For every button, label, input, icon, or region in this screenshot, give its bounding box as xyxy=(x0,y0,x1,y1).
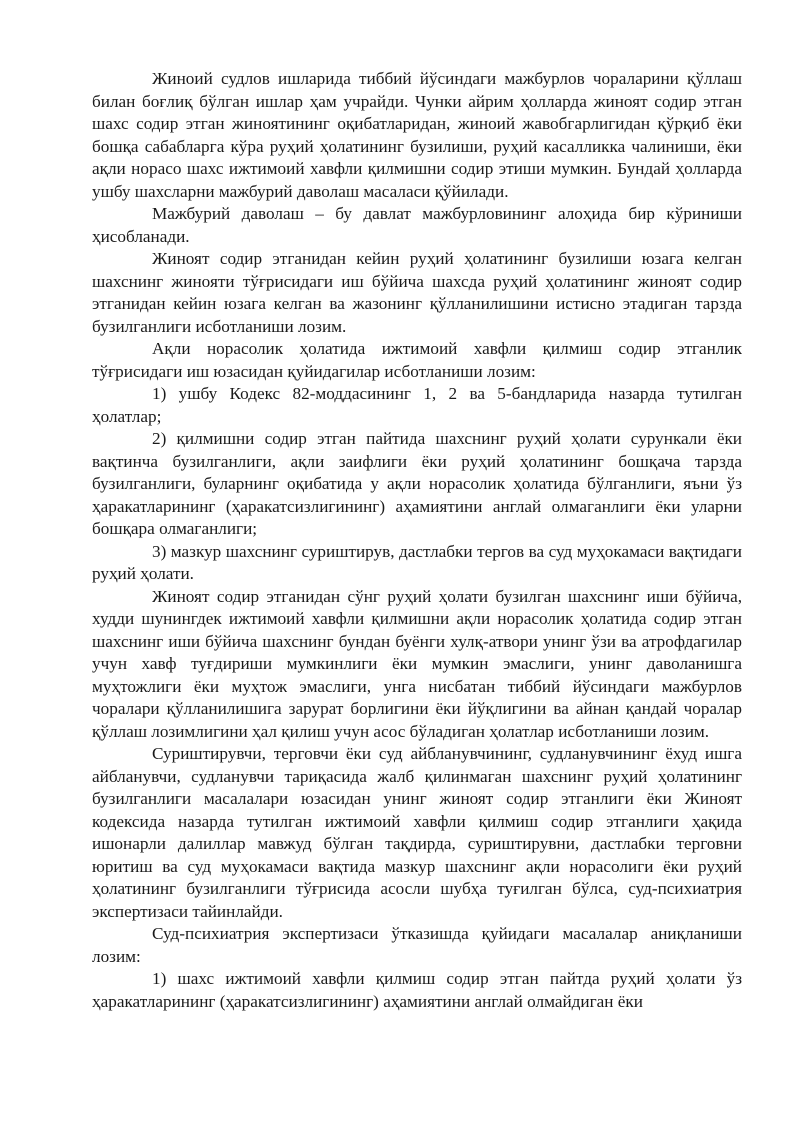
paragraph-circumstances: Жиноят содир этганидан сўнг руҳий ҳолати бузилган шахснинг иши бўйича, худди шунингдек ижтимоий хавфли қилмишни ақли норасолик ҳолатида содир этган шахснинг иши бўйича шахснинг бундан буёнги хулқ-атвори унинг ўзи ва атрофдагилар учун хавф туғдириши мумкинлиги ёки мумкин эмаслиги, унинг даволанишга муҳтожлиги ёки муҳтож эмаслиги, унга нисбатан тиббий йўсиндаги мажбурлов чоралари қўлланилишига зарурат борлигини ёки йўқлигини ва айнан қандай чоралар қўллаш лозимлигини ҳал қилиш учун асос бўладиган ҳолатлар исботланиши лозим. xyxy=(92,586,742,741)
paragraph-expertise-appointment: Суриштирувчи, терговчи ёки суд айбланувчининг, судланувчининг ёхуд ишга айбланувчи, судланувчи тариқасида жалб қилинмаган шахснинг руҳий ҳолатининг бузилганлиги масалалари юзасидан унинг жиноят содир этганлиги ёки Жиноят кодексида назарда тутилган ижтимоий хавфли қилмиш содир этганлиги ҳақида ишонарли далиллар мавжуд бўлган тақдирда, суриштирувни, дастлабки терговни юритиш ва суд муҳокамаси вақтида мазкур шахснинг ақли норасолиги ёки руҳий ҳолатининг бузилганлиги тўғрисида асосли шубҳа туғилган бўлса, суд-психиатрия экспертизаси тайинлайди. xyxy=(92,744,742,921)
list-item-1: 1) ушбу Кодекс 82-моддасининг 1, 2 ва 5-бандларида назарда тутилган ҳолатлар; xyxy=(92,384,742,426)
paragraph-post-crime-disorder: Жиноят содир этганидан кейин руҳий ҳолатининг бузилиши юзага келган шахснинг жинояти тўғрисидаги иш бўйича шахсда руҳий ҳолатининг жиноят содир этганидан кейин юзага келган ва жазонинг қўлланилишини истисно этадиган тарзда бузилганлиги исботланиши лозим. xyxy=(92,249,742,336)
paragraph-definition: Мажбурий даволаш – бу давлат мажбурловининг алоҳида бир кўриниши ҳисобланади. xyxy=(92,204,742,246)
paragraph-insanity-proof: Ақли норасолик ҳолатида ижтимоий хавфли қилмиш содир этганлик тўғрисидаги иш юзасидан қуйидагилар исботланиши лозим: xyxy=(92,339,742,381)
document-page xyxy=(92,68,742,1013)
list-item-2: 2) қилмишни содир этган пайтида шахснинг руҳий ҳолати сурункали ёки вақтинча бузилганлиги, ақли заифлиги ёки руҳий ҳолатининг бошқача тарзда бузилганлиги, буларнинг оқибатида у ақли норасолик ҳолатида бўлганлиги, яъни ўз ҳаракатларининг (ҳаракатсизлигининг) аҳамиятини англай олмаганлиги ёки уларни бошқара олмаганлиги; xyxy=(92,429,742,538)
paragraph-expertise-questions: Суд-психиатрия экспертизаси ўтказишда қуйидаги масалалар аниқланиши лозим: xyxy=(92,924,742,966)
paragraph-intro: Жиноий судлов ишларида тиббий йўсиндаги мажбурлов чораларини қўллаш билан боғлиқ бўлган ишлар ҳам учрайди. Чунки айрим ҳолларда жиноят содир этган шахс содир этган жиноятининг оқибатларидан, жиноий жавобгарлигидан қўрқиб ёки бошқа сабабларга кўра руҳий ҳолатининг бузилиши, руҳий касалликка чалиниши, ёки ақли норасо шахс ижтимоий хавфли қилмишни содир этиши мумкин. Бундай ҳолларда ушбу шахсларни мажбурий даволаш масаласи қўйилади. xyxy=(92,69,742,201)
list-item-3: 3) мазкур шахснинг суриштирув, дастлабки тергов ва суд муҳокамаси вақтидаги руҳий ҳолати. xyxy=(92,541,742,583)
list-item-expertise-1: 1) шахс ижтимоий хавфли қилмиш содир этган пайтда руҳий ҳолати ўз ҳаракатларининг (ҳаракатсизлигининг) аҳамиятини англай олмайдиган ёки xyxy=(92,969,742,1011)
